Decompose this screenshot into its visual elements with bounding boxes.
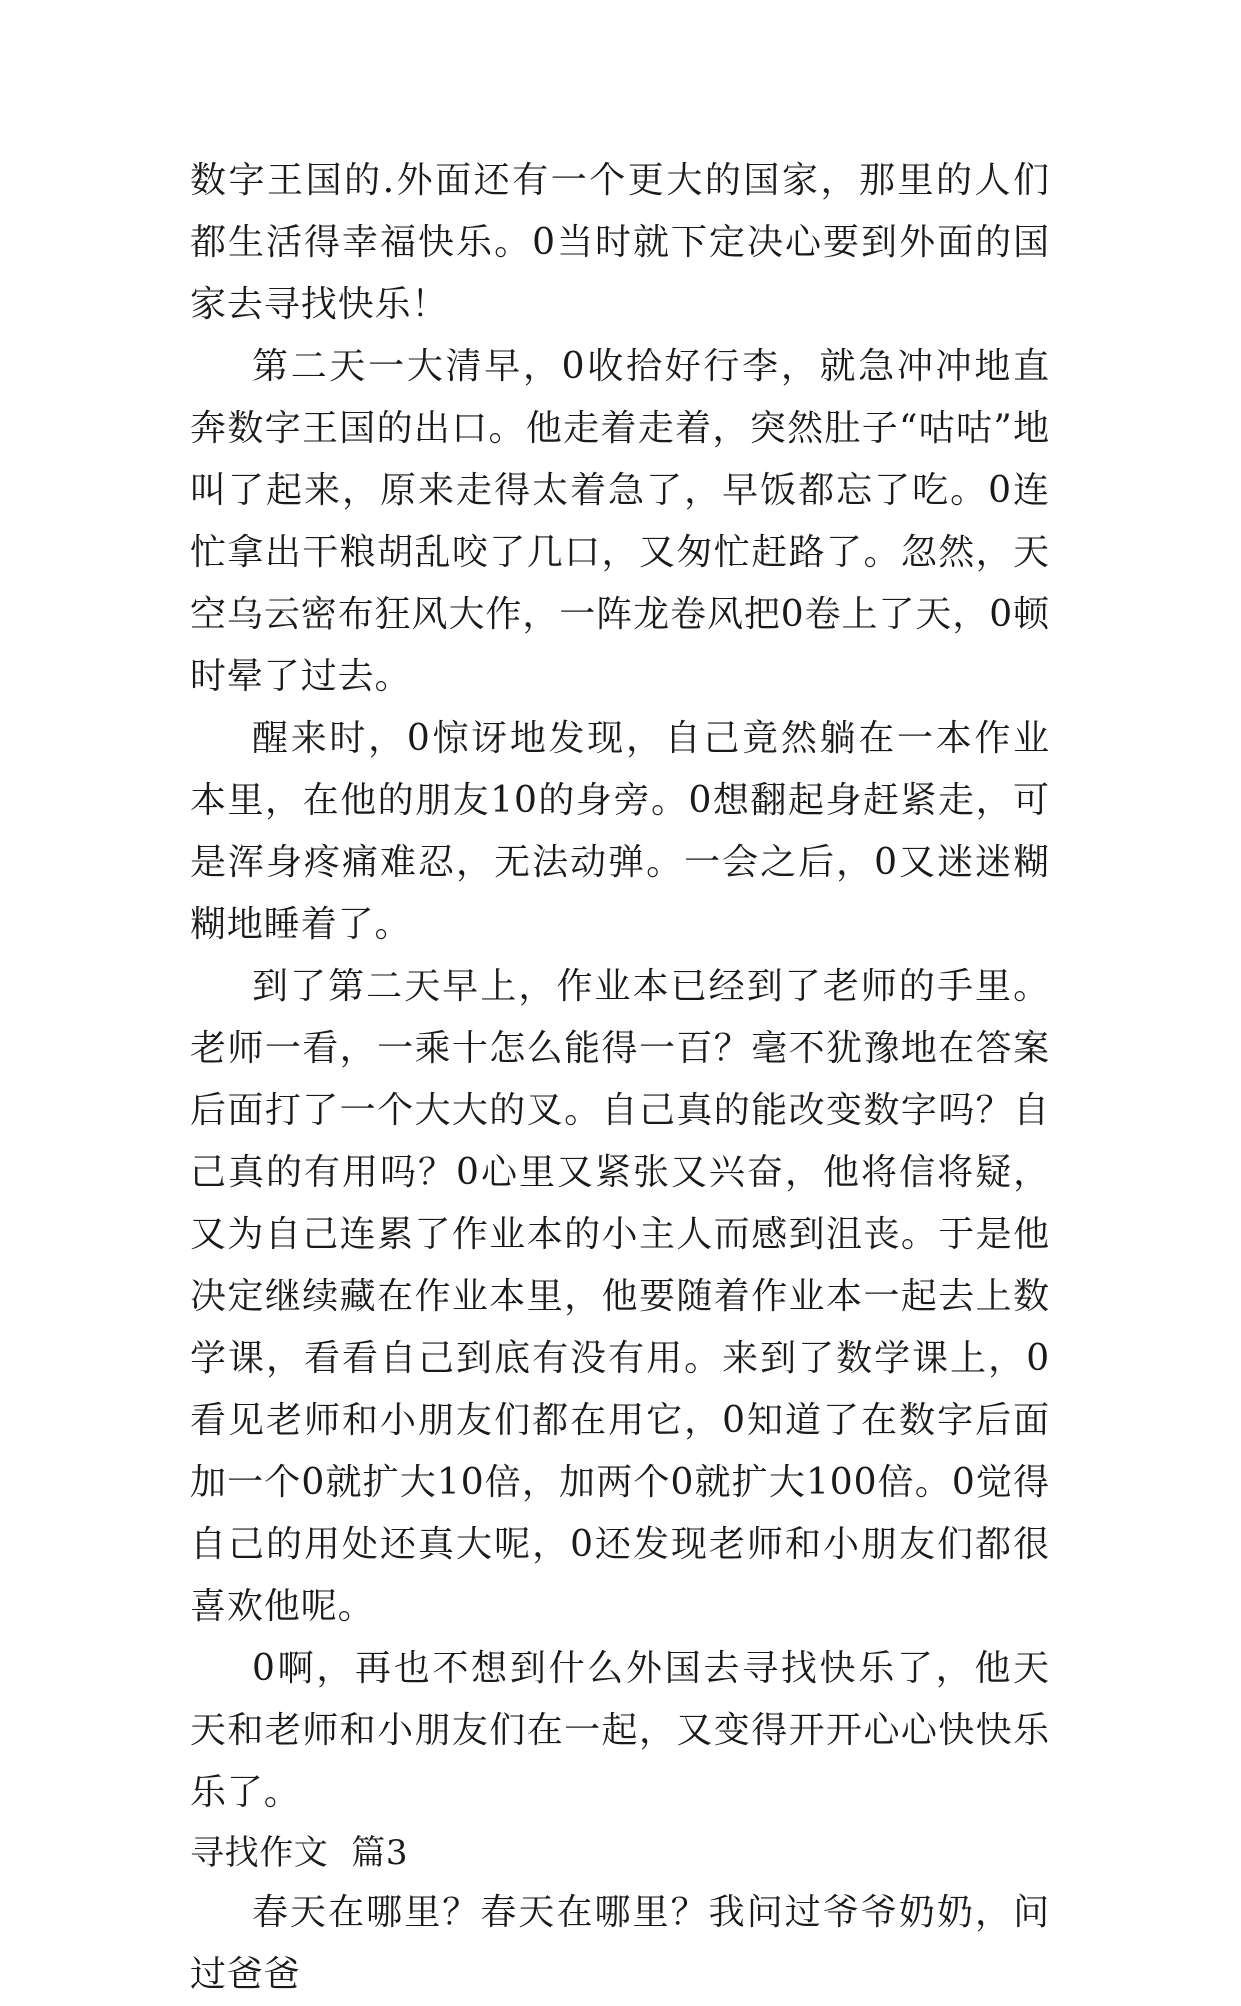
section-heading: 寻找作文 篇3 [190,1833,409,1873]
paragraph-final: 春天在哪里？春天在哪里？我问过爷爷奶奶，问过爸爸 [190,1892,1050,1995]
paragraph-5: 0啊，再也不想到什么外国去寻找快乐了，他天天和老师和小朋友们在一起，又变得开开心心快快乐乐了。 [190,1648,1050,1813]
paragraph-3: 醒来时，0惊讶地发现，自己竟然躺在一本作业本里，在他的朋友10的身旁。0想翻起身赶紧走，可是浑身疼痛难忍，无法动弹。一会之后，0又迷迷糊糊地睡着了。 [190,718,1050,945]
document-page [190,150,1050,2006]
paragraph-2: 第二天一大清早，0收拾好行李，就急冲冲地直奔数字王国的出口。他走着走着，突然肚子“咕咕”地叫了起来，原来走得太着急了，早饭都忘了吃。0连忙拿出干粮胡乱咬了几口，又匆忙赶路了。忽然，天空乌云密布狂风大作，一阵龙卷风把0卷上了天，0顿时晕了过去。 [190,346,1050,697]
paragraph-4: 到了第二天早上，作业本已经到了老师的手里。老师一看，一乘十怎么能得一百？毫不犹豫地在答案后面打了一个大大的叉。自己真的能改变数字吗？自己真的有用吗？0心里又紧张又兴奋，他将信将疑，又为自己连累了作业本的小主人而感到沮丧。于是他决定继续藏在作业本里，他要随着作业本一起去上数学课，看看自己到底有没有用。来到了数学课上，0看见老师和小朋友们都在用它，0知道了在数字后面加一个0就扩大10倍，加两个0就扩大100倍。0觉得自己的用处还真大呢，0还发现老师和小朋友们都很喜欢他呢。 [190,966,1050,1627]
paragraph-1: 数字王国的.外面还有一个更大的国家，那里的人们都生活得幸福快乐。0当时就下定决心要到外面的国家去寻找快乐！ [190,160,1050,325]
